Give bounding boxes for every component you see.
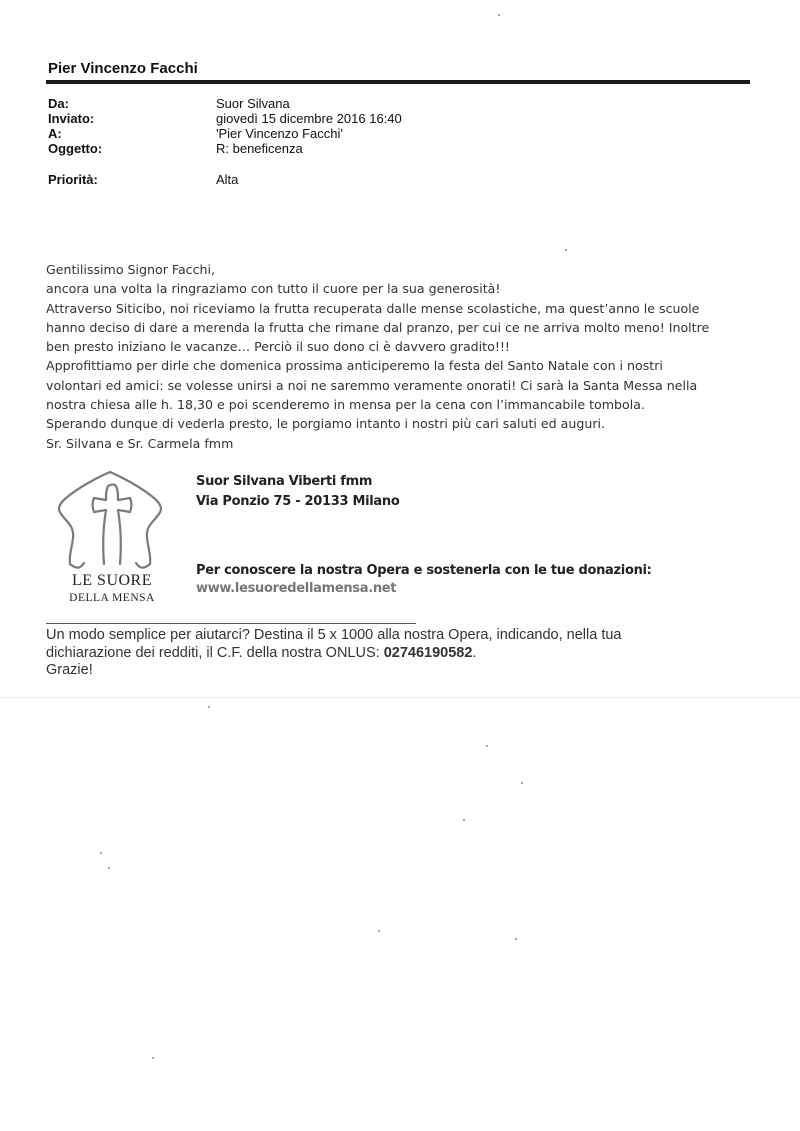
- body-line: ancora una volta la ringraziamo con tutto il cuore per la sua generosità!: [46, 281, 501, 297]
- scan-artifact-line: [0, 697, 800, 698]
- field-label: Da:: [48, 96, 69, 111]
- field-label: Oggetto:: [48, 141, 103, 156]
- footer-line: Un modo semplice per aiutarci? Destina il 5 x 1000 alla nostra Opera, indicando, nella tua: [46, 627, 622, 643]
- body-line: ben presto iniziano le vacanze… Perciò il suo dono ci è davvero gradito!!!: [46, 339, 510, 355]
- scan-speck: [208, 706, 210, 708]
- scan-speck: [108, 867, 110, 869]
- field-label: A:: [48, 126, 62, 141]
- footer-line-end: .: [472, 644, 477, 661]
- field-value: 'Pier Vincenzo Facchi': [216, 126, 343, 141]
- footer-divider: [46, 623, 416, 624]
- scan-speck: [498, 14, 500, 16]
- field-value: giovedì 15 dicembre 2016 16:40: [216, 111, 402, 126]
- header-divider: [46, 80, 750, 84]
- field-value: Alta: [216, 172, 239, 187]
- field-label: Priorità:: [48, 172, 98, 187]
- body-line: hanno deciso di dare a merenda la frutta che rimane dal pranzo, per cui ce ne arriva molto meno! Inoltre: [46, 319, 710, 335]
- email-owner-name: Pier Vincenzo Facchi: [48, 60, 198, 77]
- body-line: Attraverso Siticibo, noi riceviamo la frutta recuperata dalle mense scolastiche, ma quest’anno le scuole: [46, 300, 700, 316]
- message-body: [46, 260, 746, 453]
- scan-speck: [152, 1057, 154, 1059]
- footer-line: [46, 645, 766, 663]
- footer-line-text: dichiarazione dei redditi, il C.F. della nostra ONLUS:: [46, 644, 384, 661]
- footer-line: Grazie!: [46, 662, 93, 678]
- scan-speck: [515, 938, 517, 940]
- body-line: volontari ed amici: se volesse unirsi a noi ne saremmo veramente onorati! Ci sarà la Santa Messa nella: [46, 377, 698, 393]
- body-line: Approfittiamo per dirle che domenica prossima anticiperemo la festa del Santo Natale con i nostri: [46, 358, 663, 374]
- signature-cta: Per conoscere la nostra Opera e sostenerla con le tue donazioni:: [196, 563, 652, 578]
- body-line: Sr. Silvana e Sr. Carmela fmm: [46, 435, 234, 451]
- footer-note: [46, 627, 766, 680]
- scan-speck: [100, 852, 102, 854]
- fiscal-code: 02746190582: [383, 644, 473, 661]
- scan-speck: [521, 782, 523, 784]
- body-line: nostra chiesa alle h. 18,30 e poi scenderemo in mensa per la cena con l’immancabile tombola.: [46, 397, 645, 413]
- scan-speck: [486, 745, 488, 747]
- scan-speck: [565, 249, 567, 251]
- signature-address: Via Ponzio 75 - 20133 Milano: [196, 494, 400, 509]
- body-line: Gentilissimo Signor Facchi,: [46, 262, 216, 277]
- logo-title: LE SUORE: [72, 572, 152, 589]
- website-link[interactable]: www.lesuoredellamensa.net: [196, 581, 397, 596]
- field-label: Inviato:: [48, 111, 95, 126]
- signature-name: Suor Silvana Viberti fmm: [196, 474, 373, 489]
- field-value: Suor Silvana: [216, 96, 290, 111]
- scan-speck: [378, 930, 380, 932]
- body-line: Sperando dunque di vederla presto, le porgiamo intanto i nostri più cari saluti ed auguri.: [46, 416, 606, 432]
- logo-subtitle: DELLA MENSA: [69, 592, 155, 604]
- field-value: R: beneficenza: [216, 141, 303, 156]
- scan-speck: [463, 819, 465, 821]
